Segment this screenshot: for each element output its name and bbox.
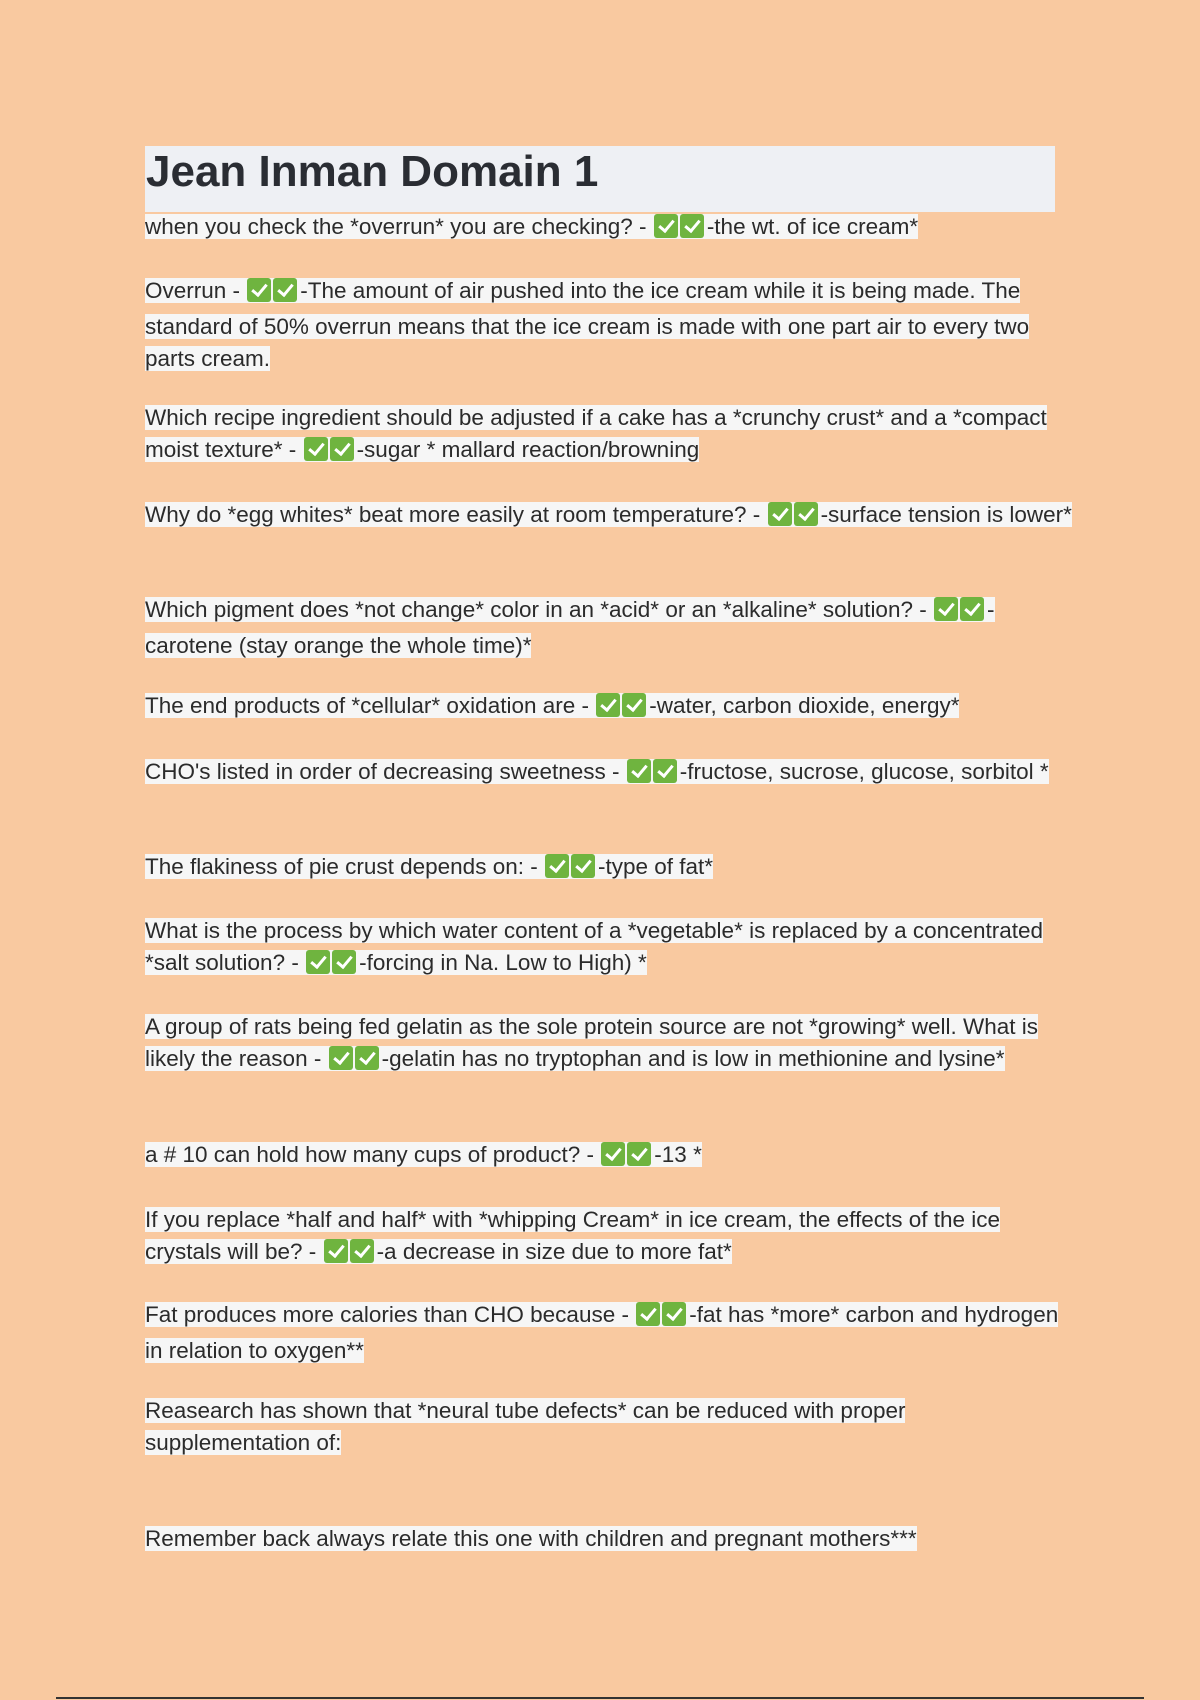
question-text: Which recipe ingredient should be adjusted if a cake has a *crunchy crust* and a *compact moist texture* -	[145, 405, 1047, 462]
check-mark-icon	[653, 759, 677, 783]
check-mark-pair	[636, 1302, 688, 1335]
qa-item	[145, 1299, 1075, 1367]
answer-text: -a decrease in size due to more fat*	[376, 1239, 732, 1264]
answer-text: -fat has *more* carbon and hydrogen in relation to oxygen**	[145, 1302, 1059, 1363]
check-mark-icon	[636, 1302, 660, 1326]
page-title: Jean Inman Domain 1	[146, 147, 599, 196]
check-mark-icon	[794, 502, 818, 526]
check-mark-pair	[654, 214, 706, 247]
check-mark-icon	[960, 597, 984, 621]
check-mark-pair	[306, 950, 358, 983]
trailing-note-text: Remember back always relate this one with children and pregnant mothers***	[145, 1526, 917, 1551]
check-mark-icon	[768, 502, 792, 526]
qa-item	[145, 690, 1075, 726]
question-text: The end products of *cellular* oxidation are -	[145, 693, 590, 718]
check-mark-pair	[601, 1142, 653, 1175]
check-mark-icon	[627, 1142, 651, 1166]
check-mark-pair	[596, 693, 648, 726]
answer-text: -sugar * mallard reaction/browning	[356, 437, 700, 462]
check-mark-icon	[622, 693, 646, 717]
check-mark-pair	[627, 759, 679, 792]
question-text: CHO's listed in order of decreasing sweetness -	[145, 759, 620, 784]
answer-text: -surface tension is lower*	[820, 502, 1072, 527]
question-text: The flakiness of pie crust depends on: -	[145, 854, 538, 879]
check-mark-pair	[768, 502, 820, 535]
qa-item	[145, 275, 1075, 375]
check-mark-pair	[304, 437, 356, 470]
check-mark-icon	[329, 1046, 353, 1070]
check-mark-pair	[324, 1239, 376, 1272]
answer-text: -type of fat*	[597, 854, 714, 879]
check-mark-icon	[680, 214, 704, 238]
qa-item	[145, 756, 1075, 792]
question-text: If you replace *half and half* with *whipping Cream* in ice cream, the effects of the ice crystals will be? -	[145, 1207, 1001, 1264]
check-mark-icon	[355, 1046, 379, 1070]
qa-item	[145, 402, 1075, 470]
qa-item	[145, 915, 1075, 983]
qa-item	[145, 1011, 1075, 1079]
question-text: when you check the *overrun* you are checking? -	[145, 214, 647, 239]
check-mark-icon	[304, 437, 328, 461]
qa-item	[145, 499, 1075, 535]
trailing-question-text: Reasearch has shown that *neural tube defects* can be reduced with proper supplementation of:	[145, 1398, 906, 1455]
check-mark-pair	[934, 597, 986, 630]
question-text: Overrun -	[145, 278, 241, 303]
qa-item	[145, 211, 1075, 247]
check-mark-icon	[654, 214, 678, 238]
check-mark-icon	[545, 854, 569, 878]
question-text: A group of rats being fed gelatin as the sole protein source are not *growing* well. What is likely the reason -	[145, 1014, 1039, 1071]
answer-text: -water, carbon dioxide, energy*	[649, 693, 960, 718]
question-text: What is the process by which water content of a *vegetable* is replaced by a concentrated *salt solution? -	[145, 918, 1044, 975]
qa-item	[145, 1204, 1075, 1272]
question-text: Why do *egg whites* beat more easily at room temperature? -	[145, 502, 761, 527]
question-text: a # 10 can hold how many cups of product? -	[145, 1142, 595, 1167]
check-mark-icon	[350, 1239, 374, 1263]
check-mark-pair	[329, 1046, 381, 1079]
check-mark-icon	[306, 950, 330, 974]
check-mark-icon	[596, 693, 620, 717]
answer-text: -fructose, sucrose, glucose, sorbitol *	[679, 759, 1049, 784]
qa-item	[145, 851, 1075, 887]
answer-text: -gelatin has no tryptophan and is low in methionine and lysine*	[381, 1046, 1005, 1071]
check-mark-icon	[247, 278, 271, 302]
answer-text: -The amount of air pushed into the ice cream while it is being made. The standard of 50% overrun means that the ice cream is made with one part air to every two parts cream.	[145, 278, 1030, 371]
answer-text: -the wt. of ice cream*	[706, 214, 919, 239]
check-mark-pair	[247, 278, 299, 311]
check-mark-icon	[662, 1302, 686, 1326]
qa-item	[145, 1139, 1075, 1175]
check-mark-pair	[545, 854, 597, 887]
question-text: Fat produces more calories than CHO because -	[145, 1302, 629, 1327]
bottom-divider	[56, 1697, 1144, 1699]
trailing-note	[145, 1523, 1075, 1555]
qa-item	[145, 594, 1075, 662]
check-mark-icon	[324, 1239, 348, 1263]
answer-text: -13 *	[654, 1142, 702, 1167]
check-mark-icon	[934, 597, 958, 621]
trailing-question	[145, 1395, 1075, 1459]
check-mark-icon	[627, 759, 651, 783]
check-mark-icon	[273, 278, 297, 302]
answer-text: -carotene (stay orange the whole time)*	[145, 597, 995, 658]
check-mark-icon	[330, 437, 354, 461]
question-text: Which pigment does *not change* color in an *acid* or an *alkaline* solution? -	[145, 597, 927, 622]
check-mark-icon	[332, 950, 356, 974]
answer-text: -forcing in Na. Low to High) *	[359, 950, 647, 975]
check-mark-icon	[571, 854, 595, 878]
check-mark-icon	[601, 1142, 625, 1166]
